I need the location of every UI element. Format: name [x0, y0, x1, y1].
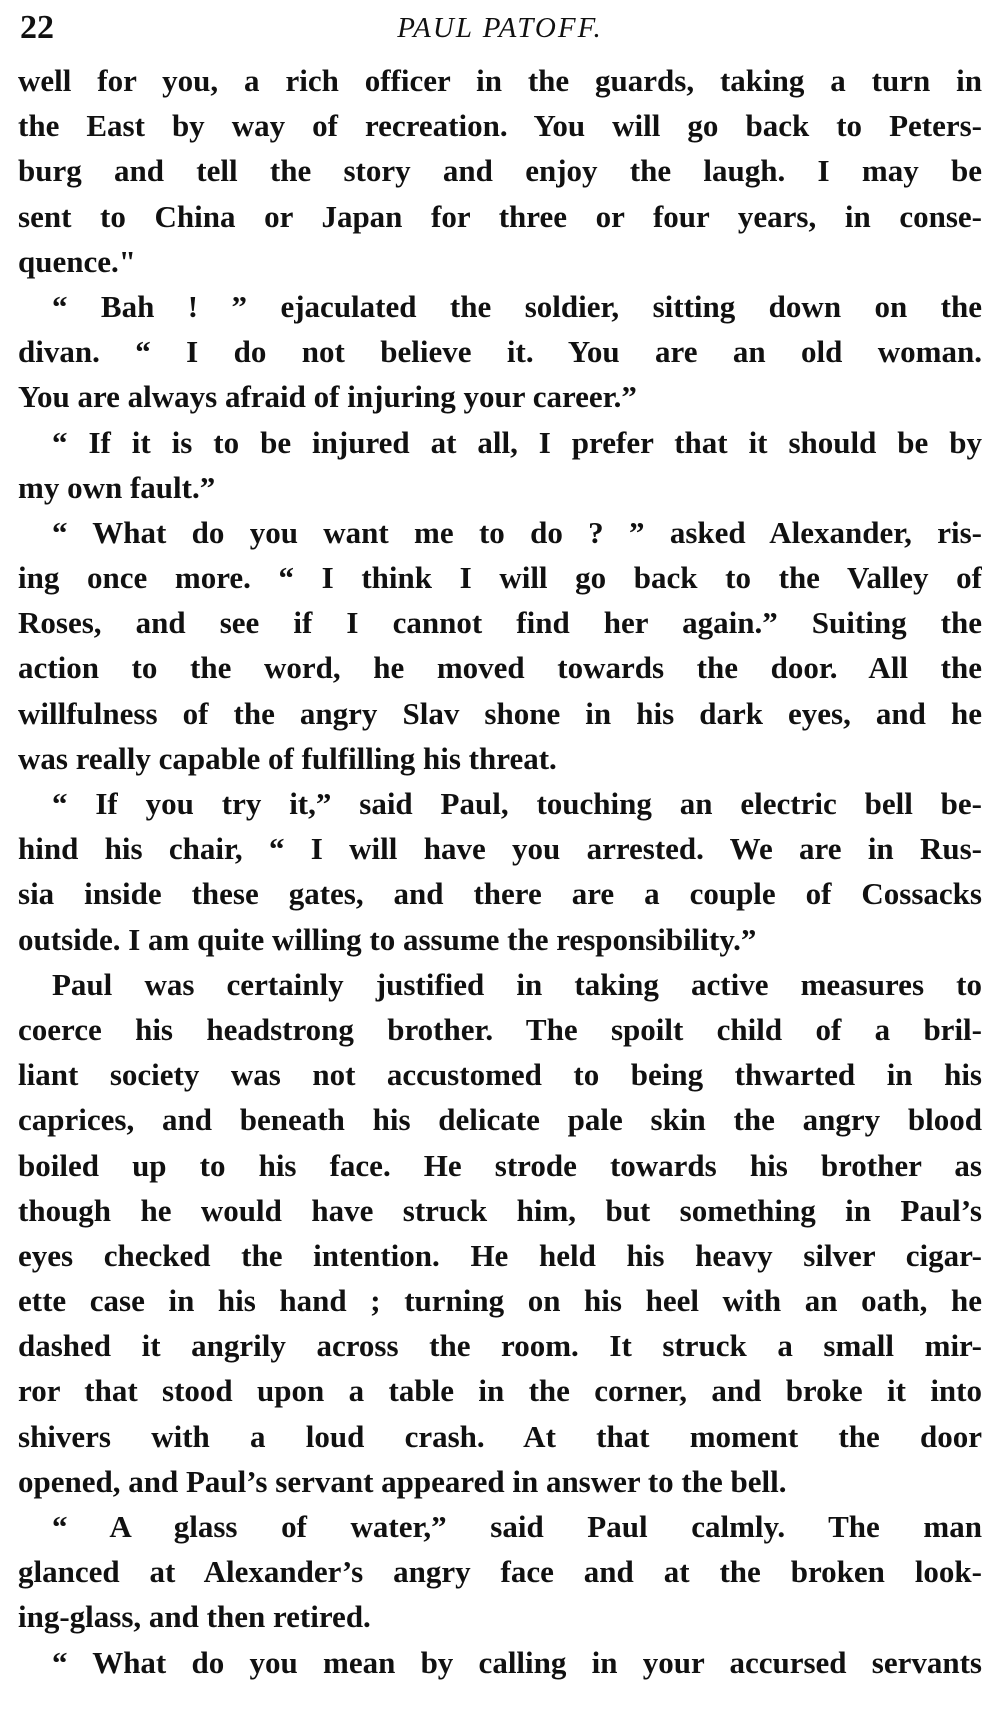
text-line: “ A glass of water,” said Paul calmly. The man: [52, 1509, 982, 1544]
text-line: though he would have struck him, but something in Paul’s: [18, 1192, 982, 1228]
text-line: liant society was not accustomed to being thwarted in his: [18, 1057, 982, 1093]
running-head: [18, 6, 982, 58]
body-text: [18, 58, 982, 1685]
text-line: action to the word, he moved towards the door. All the: [18, 650, 982, 686]
text-line: You are always afraid of injuring your career.”: [18, 379, 637, 415]
text-line: quence.": [18, 243, 136, 279]
text-line: Roses, and see if I cannot find her again.” Suiting the: [18, 605, 982, 641]
text-line: boiled up to his face. He strode towards his brother as: [18, 1147, 982, 1183]
text-line: ette case in his hand ; turning on his heel with an oath, he: [18, 1283, 982, 1319]
text-line: Paul was certainly justified in taking active measures to: [52, 966, 982, 1002]
text-line: caprices, and beneath his delicate pale skin the angry blood: [18, 1102, 982, 1138]
text-line: “ If you try it,” said Paul, touching an electric bell be-: [52, 786, 982, 821]
page-number: 22: [20, 9, 54, 46]
text-line: divan. “ I do not believe it. You are an old woman.: [18, 334, 982, 370]
text-line: dashed it angrily across the room. It struck a small mir-: [18, 1328, 982, 1364]
text-line: the East by way of recreation. You will go back to Peters-: [18, 108, 982, 144]
text-line: burg and tell the story and enjoy the laugh. I may be: [18, 153, 982, 189]
text-line: coerce his headstrong brother. The spoilt child of a bril-: [18, 1011, 982, 1047]
text-line: outside. I am quite willing to assume the responsibility.”: [18, 921, 757, 957]
text-line: eyes checked the intention. He held his heavy silver cigar-: [18, 1237, 982, 1273]
text-line: “ What do you mean by calling in your accursed servants: [52, 1644, 982, 1680]
text-line: opened, and Paul’s servant appeared in answer to the bell.: [18, 1463, 787, 1499]
text-line: “ What do you want me to do ? ” asked Alexander, ris-: [52, 514, 982, 550]
text-line: glanced at Alexander’s angry face and at the broken look-: [18, 1554, 982, 1590]
text-line: ing once more. “ I think I will go back to the Valley of: [18, 560, 982, 596]
book-page: [18, 0, 982, 1733]
text-line: willfulness of the angry Slav shone in his dark eyes, and he: [18, 695, 982, 731]
text-line: well for you, a rich officer in the guards, taking a turn in: [18, 63, 982, 98]
text-line: “ If it is to be injured at all, I prefer that it should be by: [52, 424, 982, 460]
running-title: PAUL PATOFF.: [397, 12, 603, 44]
text-line: sent to China or Japan for three or four years, in conse-: [18, 198, 982, 234]
text-line: sia inside these gates, and there are a couple of Cossacks: [18, 876, 982, 912]
text-line: shivers with a loud crash. At that moment the door: [18, 1418, 982, 1454]
text-line: was really capable of fulfilling his threat.: [18, 740, 557, 776]
text-line: ror that stood upon a table in the corner, and broke it into: [18, 1373, 982, 1409]
text-line: hind his chair, “ I will have you arrested. We are in Rus-: [18, 831, 982, 867]
text-line: ing-glass, and then retired.: [18, 1599, 371, 1635]
text-line: my own fault.”: [18, 469, 216, 505]
text-line: “ Bah ! ” ejaculated the soldier, sitting down on the: [52, 288, 982, 324]
